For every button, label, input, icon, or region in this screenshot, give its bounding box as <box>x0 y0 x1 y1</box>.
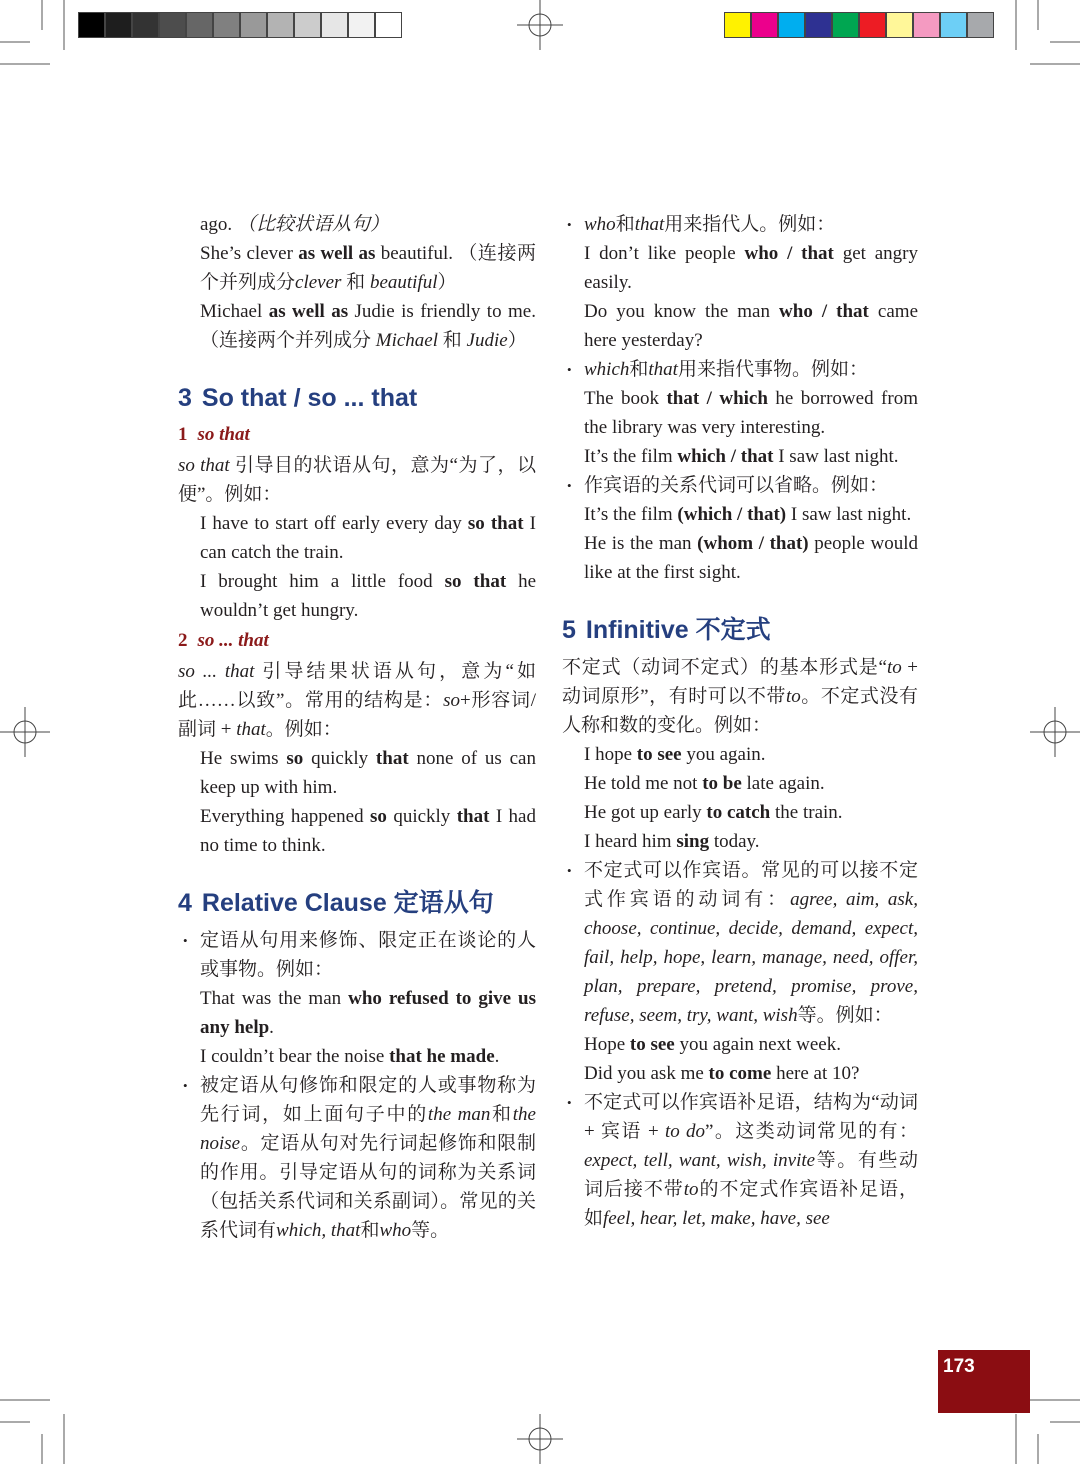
text-run: he borrowed from the library was very interesting. <box>584 388 918 438</box>
subsection-title: so ... that <box>197 630 269 651</box>
example-sentence <box>562 769 918 798</box>
text-run: expect, tell, want, wish, invite <box>584 1150 816 1171</box>
text-run: to be <box>702 773 742 794</box>
bullet-point <box>562 856 918 1030</box>
color-swatch <box>913 12 940 38</box>
color-swatch <box>832 12 859 38</box>
example-sentence <box>178 210 536 239</box>
text-run: to catch <box>706 802 771 823</box>
example-sentence <box>562 500 918 529</box>
section-number: 4 <box>178 889 192 917</box>
text-run: here at 10? <box>771 1063 860 1084</box>
section-heading <box>562 613 918 647</box>
text-run: He is the man <box>584 533 698 554</box>
color-swatch <box>886 12 913 38</box>
section-number: 5 <box>562 616 576 644</box>
text-run: that <box>456 806 490 827</box>
text-run: Judie is friendly to me. （连接两个并列成分 <box>200 301 536 351</box>
gray-swatch <box>132 12 159 38</box>
gray-swatch <box>375 12 402 38</box>
text-run: to see <box>636 744 682 765</box>
text-run: as well as <box>268 301 349 322</box>
text-run: to see <box>629 1034 675 1055</box>
bullet-point <box>178 926 536 984</box>
text-run: 的不定式作宾语补足语，如 <box>584 1179 918 1229</box>
text-run: 不定式可以作宾语补足语，结构为“动词 + 宾语 + <box>584 1092 918 1142</box>
section-heading <box>178 886 536 920</box>
text-run: 和 <box>615 214 635 235</box>
text-run: He told me not <box>584 773 703 794</box>
text-run: none of us can keep up with him. <box>200 748 536 798</box>
text-run: you again. <box>681 744 766 765</box>
text-run: 等。 <box>411 1220 450 1241</box>
text-run: that <box>375 748 409 769</box>
text-run: get angry easily. <box>584 243 918 293</box>
text-run: He swims <box>200 748 287 769</box>
text-run: I have to start off early every day <box>200 513 468 534</box>
gray-swatch <box>267 12 294 38</box>
example-sentence <box>562 239 918 297</box>
example-sentence <box>562 798 918 827</box>
text-run: . <box>269 1017 274 1038</box>
text-run: that <box>236 719 266 740</box>
text-run: 等。例如： <box>797 1005 893 1026</box>
example-sentence <box>562 740 918 769</box>
text-run: the noise <box>200 1104 536 1154</box>
text-run: 和 <box>360 1220 380 1241</box>
subsection-number: 1 <box>178 424 188 445</box>
section-number: 3 <box>178 384 192 412</box>
text-run: I hope <box>584 744 637 765</box>
paragraph <box>562 653 918 740</box>
page-number: 173 <box>943 1356 975 1377</box>
example-sentence <box>178 1042 536 1071</box>
text-run: he wouldn’t get hungry. <box>200 571 537 621</box>
text-run: to <box>785 686 801 707</box>
text-run: She’s clever <box>200 243 299 264</box>
text-run: which, that <box>276 1220 361 1241</box>
page-number-box <box>938 1350 1030 1413</box>
subsection-heading <box>178 421 536 449</box>
text-run: came here yesterday? <box>584 301 918 351</box>
text-run: 引导目的状语从句，意为“为了，以便”。例如： <box>178 455 537 505</box>
text-run: 。例如： <box>265 719 342 740</box>
subsection-number: 2 <box>178 630 188 651</box>
text-run: ago. <box>200 214 237 235</box>
registration-mark-bottom <box>515 1414 565 1464</box>
paragraph <box>178 657 536 744</box>
example-sentence <box>178 984 536 1042</box>
bullet-point <box>562 355 918 384</box>
registration-mark-right <box>1030 707 1080 757</box>
right-column <box>562 210 918 1233</box>
text-run: quickly <box>303 748 376 769</box>
text-run: (which / that) <box>677 504 787 525</box>
text-run: who / that <box>779 301 869 322</box>
section-heading <box>178 381 536 415</box>
text-run: which <box>584 359 630 380</box>
text-run: to come <box>708 1063 772 1084</box>
text-run: 不定式可以作宾语。常见的可以接不定式作宾语的动词有： <box>584 860 918 910</box>
text-run: that he made <box>389 1046 495 1067</box>
text-run: 和 <box>438 330 467 351</box>
section-title: So that / so ... that <box>201 384 418 412</box>
text-run: so that <box>467 513 524 534</box>
example-sentence <box>178 802 536 860</box>
text-run: I heard him <box>584 831 677 852</box>
text-run: to do <box>664 1121 705 1142</box>
left-column <box>178 210 536 1245</box>
text-run: I can catch the train. <box>200 513 537 563</box>
text-run: that / which <box>666 388 768 409</box>
example-sentence <box>178 297 536 355</box>
subsection-heading <box>178 627 536 655</box>
color-swatch <box>940 12 967 38</box>
text-run: so <box>370 806 387 827</box>
text-run: agree, aim, ask, choose, continue, decide, demand, expect, fail, help, hope, learn, manage, need, offer, plan, prepare, pretend, promise, prove, refuse, seem, try, want, wish <box>584 889 918 1026</box>
color-swatch <box>967 12 994 38</box>
text-run: 定语从句用来修饰、限定正在谈论的人或事物。例如： <box>200 930 536 980</box>
registration-mark-top <box>515 0 565 50</box>
text-run: + 动词原形”，有时可以不带 <box>562 657 918 707</box>
example-sentence <box>562 1059 918 1088</box>
text-run: 引导结果状语从句，意为“如此……以致”。常用的结构是： <box>178 661 537 711</box>
text-run: who <box>584 214 616 235</box>
text-run: so ... that <box>178 661 255 682</box>
text-run: which / that <box>677 446 774 467</box>
example-sentence <box>562 827 918 856</box>
bullet-point <box>562 471 918 500</box>
example-sentence <box>562 1030 918 1059</box>
bullet-point <box>562 210 918 239</box>
registration-mark-left <box>0 707 50 757</box>
text-run: （比较状语从句） <box>236 214 389 235</box>
section-title: Infinitive 不定式 <box>585 616 771 644</box>
text-run: I had no time to think. <box>200 806 536 856</box>
text-run: you again next week. <box>674 1034 841 1055</box>
gray-swatch <box>159 12 186 38</box>
text-run: who / that <box>744 243 834 264</box>
text-run: who refused to give us any help <box>200 988 536 1038</box>
text-run: so <box>286 748 304 769</box>
bullet-point <box>178 1071 536 1245</box>
gray-swatch <box>240 12 267 38</box>
text-run: 用来指代人。例如： <box>664 214 836 235</box>
example-sentence <box>178 509 536 567</box>
paragraph <box>178 451 536 509</box>
text-run: That was the man <box>200 988 349 1009</box>
text-run: He got up early <box>584 802 707 823</box>
text-run: I brought him a little food <box>200 571 445 592</box>
text-run: It’s the film <box>584 446 678 467</box>
text-run: so that <box>178 455 230 476</box>
example-sentence <box>562 442 918 471</box>
color-swatch <box>859 12 886 38</box>
gray-swatch <box>78 12 105 38</box>
text-run: that <box>634 214 665 235</box>
example-sentence <box>178 567 536 625</box>
gray-swatch <box>348 12 375 38</box>
text-run: I couldn’t bear the noise <box>200 1046 390 1067</box>
text-run: 和 <box>490 1104 513 1125</box>
example-sentence <box>178 239 536 297</box>
bullet-point <box>562 1088 918 1233</box>
text-run: 。不定式没有人称和数的变化。例如： <box>562 686 918 736</box>
text-run: Judie <box>466 330 508 351</box>
text-run: Did you ask me <box>584 1063 709 1084</box>
gray-swatch <box>186 12 213 38</box>
text-run: late again. <box>741 773 825 794</box>
text-run: 用来指代事物。例如： <box>677 359 868 380</box>
text-run: as well as <box>298 243 376 264</box>
example-sentence <box>562 384 918 442</box>
example-sentence <box>562 529 918 587</box>
example-sentence <box>562 297 918 355</box>
text-run: people would like at the first sight. <box>584 533 918 583</box>
text-run: Everything happened <box>200 806 371 827</box>
text-run: Michael <box>375 330 439 351</box>
example-sentence <box>178 744 536 802</box>
text-run: Do you know the man <box>584 301 780 322</box>
text-run: so that <box>444 571 507 592</box>
gray-swatch <box>321 12 348 38</box>
text-run: 和 <box>341 272 370 293</box>
text-run: Hope <box>584 1034 630 1055</box>
gray-swatch <box>105 12 132 38</box>
text-run: . <box>494 1046 500 1067</box>
text-run: 和 <box>629 359 649 380</box>
text-run: I saw last night. <box>773 446 899 467</box>
text-run: who <box>379 1220 412 1241</box>
text-run: I don’t like people <box>584 243 745 264</box>
color-swatch <box>778 12 805 38</box>
text-run: feel, hear, let, make, have, see <box>603 1208 830 1229</box>
color-swatch <box>805 12 832 38</box>
text-run: (whom / that) <box>697 533 809 554</box>
text-run: 等。有些动词后接不带 <box>584 1150 918 1200</box>
text-run: Michael <box>200 301 269 322</box>
gray-swatch <box>213 12 240 38</box>
text-run: 作宾语的关系代词可以省略。例如： <box>584 475 889 496</box>
text-run: the train. <box>770 802 843 823</box>
text-run: 被定语从句修饰和限定的人或事物称为先行词，如上面句子中的 <box>200 1075 536 1125</box>
text-run: today. <box>709 831 760 852</box>
grayscale-color-bar <box>78 12 402 38</box>
text-run: clever <box>295 272 342 293</box>
gray-swatch <box>294 12 321 38</box>
section-title: Relative Clause 定语从句 <box>201 889 494 917</box>
color-swatch-bar <box>724 12 994 38</box>
text-run: ”。这类动词常见的有： <box>704 1121 919 1142</box>
text-run: so <box>443 690 461 711</box>
text-run: +形容词/副词 + <box>178 690 537 740</box>
text-run: ） <box>507 330 527 351</box>
text-run: to <box>886 657 902 678</box>
color-swatch <box>751 12 778 38</box>
text-run: to <box>683 1179 699 1200</box>
text-run: 不定式（动词不定式）的基本形式是“ <box>562 657 887 678</box>
text-run: the man <box>427 1104 491 1125</box>
color-swatch <box>724 12 751 38</box>
text-run: ） <box>437 272 457 293</box>
text-run: The book <box>584 388 667 409</box>
subsection-title: so that <box>197 424 250 445</box>
text-run: I saw last night. <box>786 504 912 525</box>
text-run: 。定语从句对先行词起修饰和限制的作用。引导定语从句的词称为关系词（包括关系代词和关系副词）。常见的关系代词有 <box>200 1133 536 1241</box>
text-run: It’s the film <box>584 504 678 525</box>
text-run: quickly <box>386 806 457 827</box>
text-run: beautiful <box>369 272 438 293</box>
text-run: that <box>648 359 678 380</box>
text-run: sing <box>676 831 710 852</box>
text-run: beautiful. （连接两个并列成分 <box>200 243 537 293</box>
